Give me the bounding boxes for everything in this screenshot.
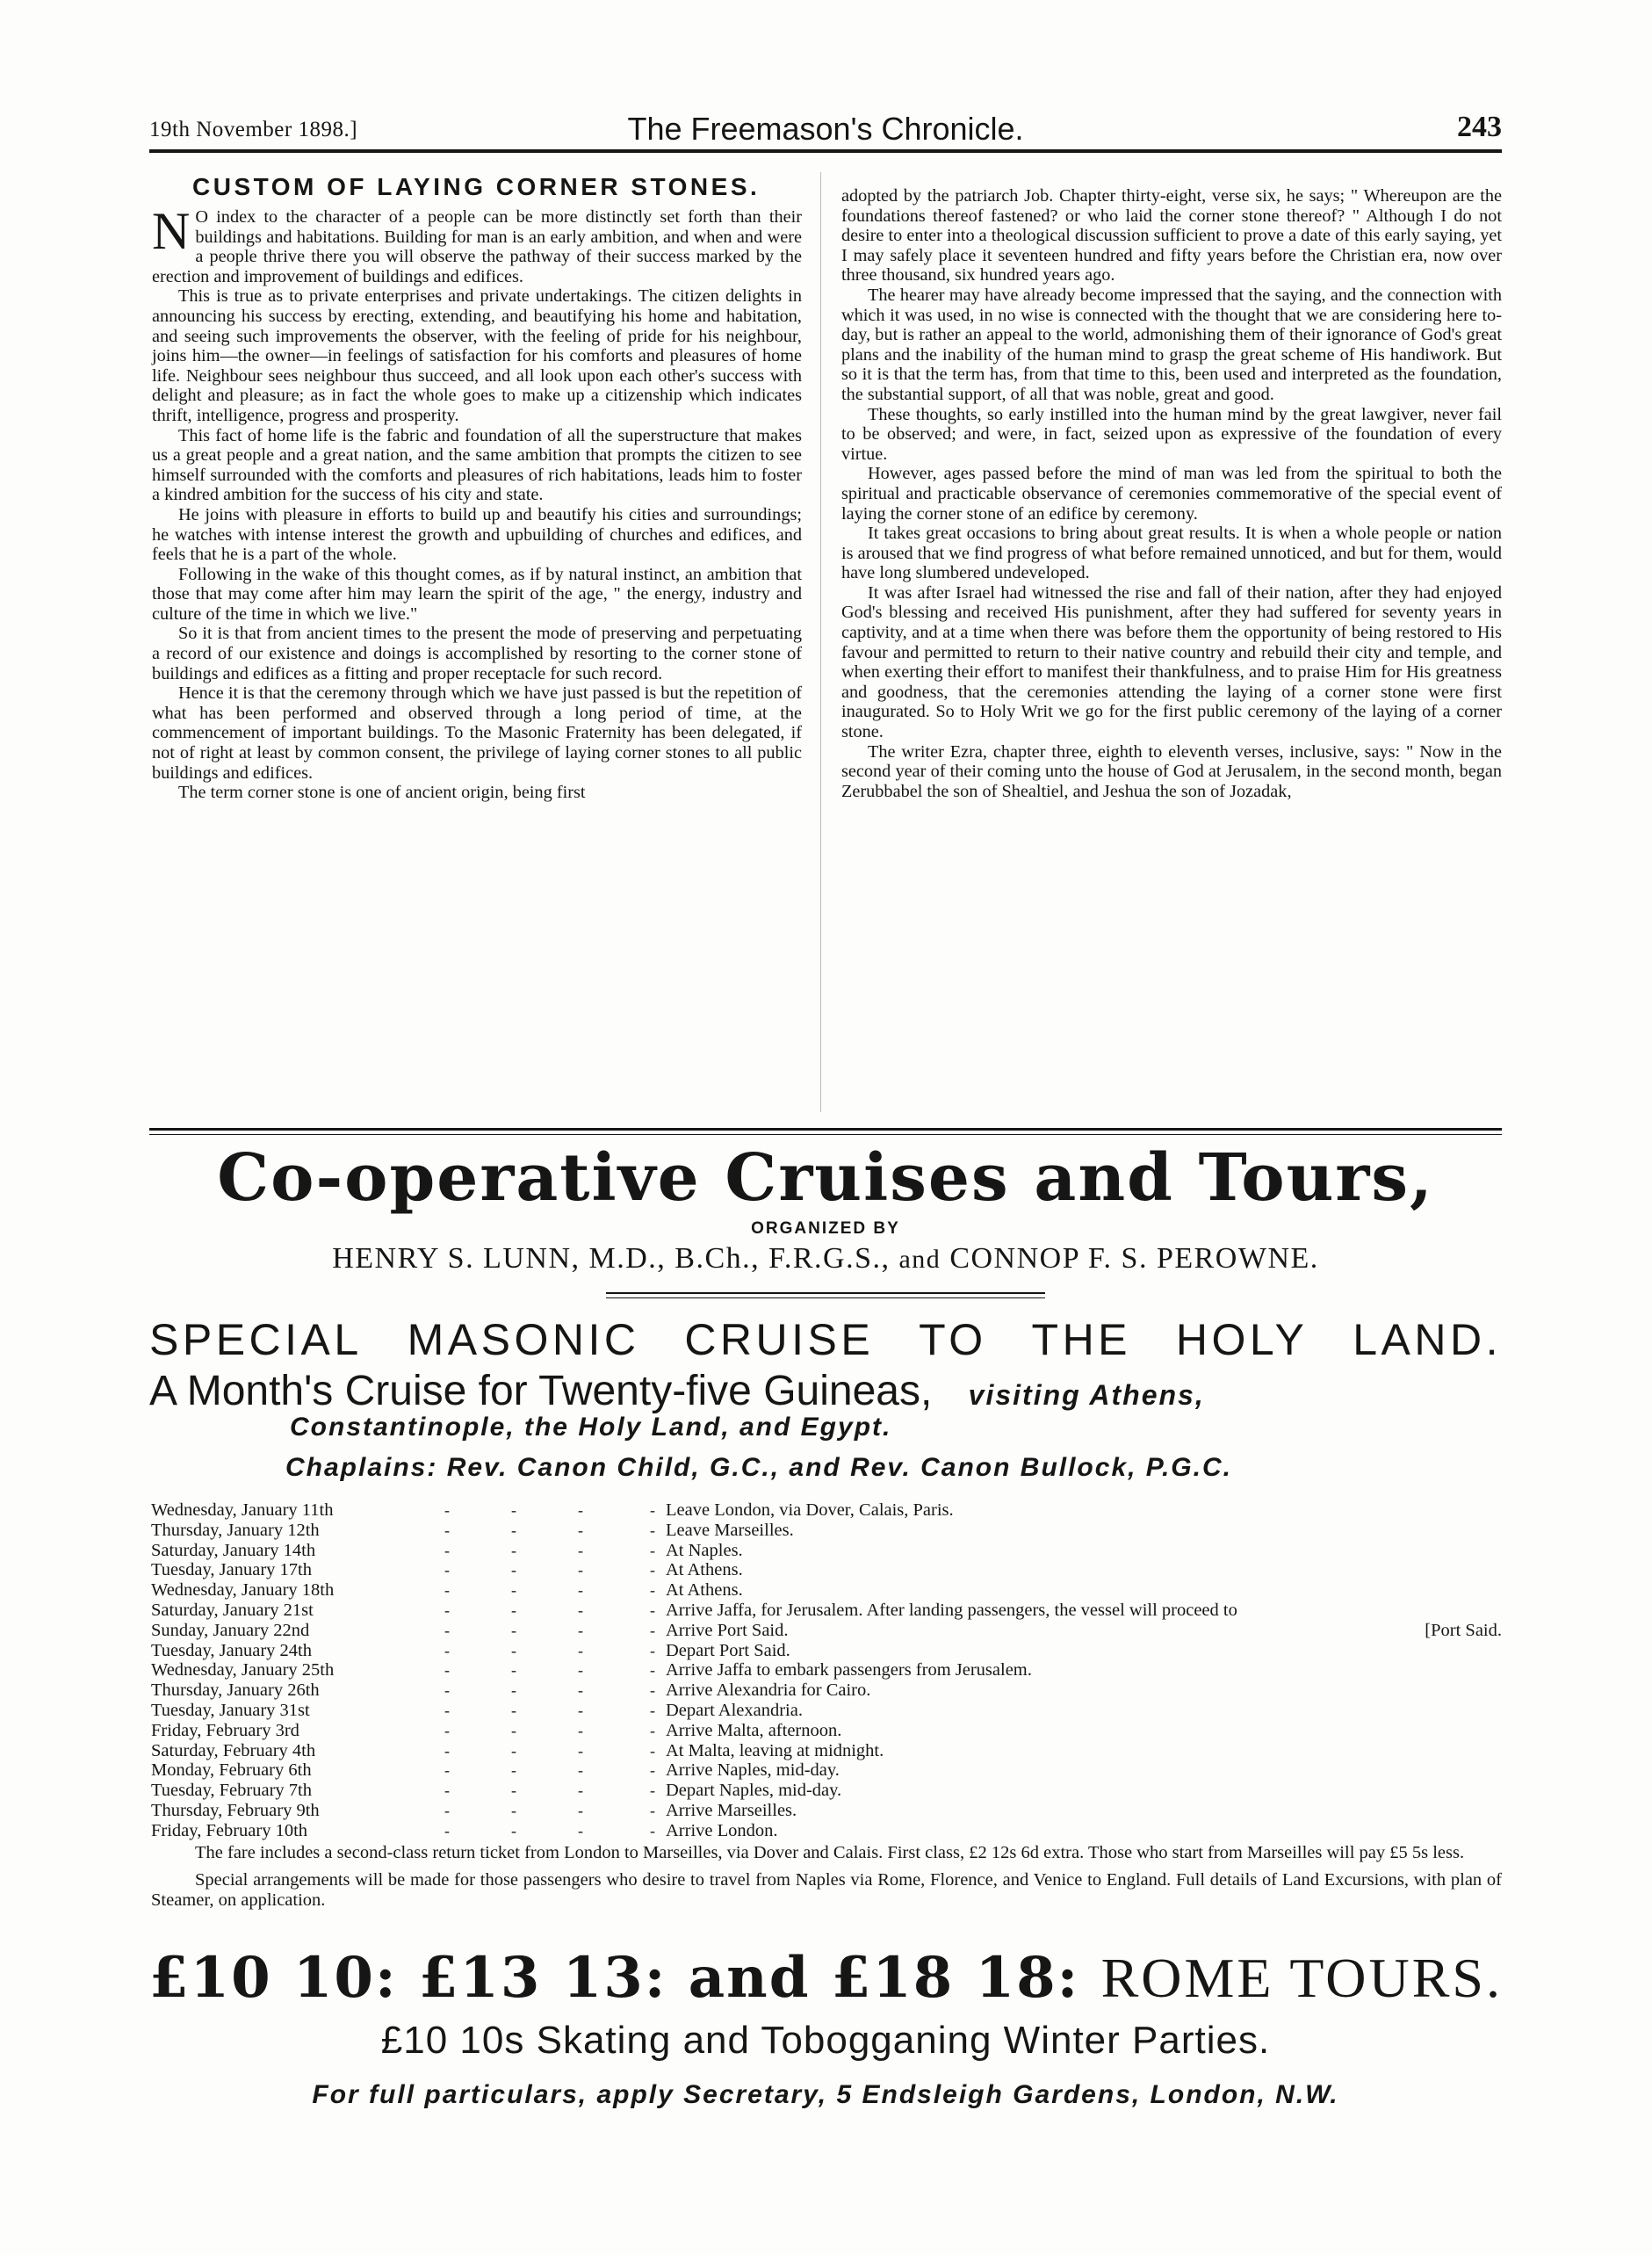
schedule-description: Leave Marseilles. (666, 1520, 794, 1540)
leader-dash: - (511, 1641, 516, 1659)
leader-dash: - (578, 1581, 583, 1600)
schedule-date: Saturday, January 21st (151, 1600, 314, 1620)
leader-dash: - (650, 1761, 655, 1780)
advert-top-rule (149, 1128, 1502, 1131)
schedule-row (151, 1741, 1502, 1761)
schedule-row (151, 1660, 1502, 1680)
leader-dash: - (650, 1601, 655, 1619)
leader-dash: - (511, 1661, 516, 1680)
leader-dash: - (650, 1501, 655, 1519)
leader-dash: - (511, 1601, 516, 1619)
schedule-row (151, 1701, 1502, 1721)
leader-dash: - (578, 1501, 583, 1519)
leader-dash: - (578, 1601, 583, 1619)
leader-dash: - (650, 1661, 655, 1680)
heading-word: TO (919, 1315, 987, 1364)
article-paragraph: This is true as to private enterprises and private undertakings. The citizen delights in announcing his success by erecting, extending, and beautifying his home and habitation, and seeing such improvements the observer, with the feeling of pride for his neighbour, joins him—the owner—in feelings of satisfaction for his comforts and pleasures of home life. Neighbour sees neighbour thus succeed, and all look upon each other's success with delight and pleasure; as in fact the whole goes to make up a citizenship which indicates thrift, intelligence, progress and prosperity. (152, 286, 802, 425)
schedule-description: Arrive Jaffa to embark passengers from Jerusalem. (666, 1660, 1032, 1680)
schedule-description: At Athens. (666, 1580, 743, 1601)
publication-title: The Freemason's Chronicle. (627, 111, 1024, 147)
schedule-date: Saturday, January 14th (151, 1540, 316, 1560)
schedule-date: Monday, February 6th (151, 1760, 312, 1781)
article-paragraph: N O index to the character of a people can be more distinctly set forth than their buildings and habitations. Building for man is an early ambition, and when and were a people thrive there you will observe the pathway of their success marked by the erection and improvement of buildings and edifices. (152, 202, 802, 286)
advert-headline: Co-operative Cruises and Tours, (217, 1140, 1434, 1216)
leader-dash: - (650, 1561, 655, 1579)
schedule-date: Tuesday, January 24th (151, 1640, 312, 1660)
schedule-row (151, 1560, 1502, 1580)
article-paragraph: These thoughts, so early instilled into the human mind by the great lawgiver, never fail to be observed; and were, in fact, seized upon as expressive of the foundation of every virtue. (841, 404, 1502, 464)
schedule-date: Tuesday, January 31st (151, 1700, 310, 1720)
leader-dash: - (444, 1821, 450, 1839)
page-header (149, 107, 1502, 151)
leader-dash: - (578, 1721, 583, 1739)
article-paragraph: This fact of home life is the fabric and foundation of all the superstructure that makes us a great people and a great nation, and the same ambition that prompts the citizen to see himself surrounded with the comforts and pleasures of rich habitations, leads him to foster a kindred ambition for the success of his city and state. (152, 425, 802, 505)
article-paragraph: The term corner stone is one of ancient origin, being first (178, 783, 586, 803)
schedule-row (151, 1601, 1502, 1621)
schedule-row (151, 1541, 1502, 1561)
leader-dash: - (650, 1541, 655, 1559)
advert-notes (151, 1843, 1502, 1917)
leader-dash: - (444, 1782, 450, 1800)
leader-dash: - (444, 1721, 450, 1739)
heading-word: LAND. (1353, 1315, 1502, 1364)
schedule-date: Thursday, January 26th (151, 1680, 320, 1701)
schedule-date: Wednesday, January 11th (151, 1500, 334, 1520)
schedule-date: Wednesday, January 18th (151, 1580, 335, 1601)
leader-dash: - (578, 1621, 583, 1639)
schedule-row (151, 1500, 1502, 1521)
leader-dash: - (511, 1701, 516, 1719)
leader-dash: - (578, 1541, 583, 1559)
leader-dash: - (444, 1681, 450, 1700)
leader-dash: - (511, 1581, 516, 1600)
leader-dash: - (444, 1601, 450, 1619)
leader-dash: - (444, 1661, 450, 1680)
leader-dash: - (511, 1721, 516, 1739)
rome-tour-prices: £10 10: £13 13: and £18 18: (149, 1945, 1080, 2011)
schedule-description: Arrive London. (666, 1820, 778, 1840)
organized-by-label: ORGANIZED BY (751, 1219, 900, 1238)
leader-dash: - (444, 1581, 450, 1600)
leader-dash: - (511, 1621, 516, 1639)
schedule-description: Depart Alexandria. (666, 1700, 803, 1720)
schedule-continuation: [Port Said. (1425, 1620, 1502, 1640)
special-arrangements-note: Special arrangements will be made for those passengers who desire to travel from Naples via Rome, Florence, and Venice to England. Full details of Land Excursions, with plan of Steamer, on application. (151, 1869, 1502, 1910)
leader-dash: - (511, 1681, 516, 1700)
leader-dash: - (578, 1701, 583, 1719)
organizer-lunn: HENRY S. LUNN, M.D., B.Ch., F.R.G.S., (332, 1242, 891, 1275)
leader-dash: - (444, 1741, 450, 1760)
schedule-date: Thursday, February 9th (151, 1800, 320, 1820)
schedule-date: Wednesday, January 25th (151, 1660, 335, 1680)
leader-dash: - (511, 1761, 516, 1780)
article-paragraph: It was after Israel had witnessed the rise and fall of their nation, after they had enjoyed God's blessing and received His punishment, after they had suffered for seventy years in captivity, and at a time when there was before them the opportunity of being restored to His favour and permitted to return to their native country and rebuild their city and temple, and when exerting their effort to manifest their thankfulness, and to praise Him for His greatness and goodness, that the ceremonies attending the laying of a corner stone were first inaugurated. So to Holy Writ we go for the first public ceremony of the laying of a corner stone. (841, 582, 1502, 742)
heading-word: SPECIAL (149, 1315, 363, 1364)
rome-tours-label: ROME TOURS. (1100, 1947, 1503, 2009)
article-column-left (152, 172, 802, 803)
leader-dash: - (578, 1801, 583, 1819)
itinerary-schedule (151, 1500, 1502, 1841)
month-cruise-line (149, 1367, 1502, 1415)
leader-dash: - (578, 1521, 583, 1539)
schedule-row (151, 1801, 1502, 1821)
skating-parties-line: £10 10s Skating and Tobogganing Winter Parties. (380, 2019, 1271, 2062)
schedule-date: Saturday, February 4th (151, 1740, 316, 1760)
leader-dash: - (444, 1521, 450, 1539)
schedule-row (151, 1680, 1502, 1701)
heading-word: THE (1031, 1315, 1132, 1364)
leader-dash: - (578, 1641, 583, 1659)
organizer-names (149, 1242, 1502, 1276)
leader-dash: - (444, 1501, 450, 1519)
apply-secretary-line: For full particulars, apply Secretary, 5 Endsleigh Gardens, London, N.W. (312, 2080, 1339, 2109)
schedule-date: Tuesday, February 7th (151, 1781, 312, 1801)
heading-word: HOLY (1175, 1315, 1309, 1364)
column-divider (820, 172, 821, 1112)
leader-dash: - (650, 1721, 655, 1739)
schedule-date: Friday, February 10th (151, 1820, 308, 1840)
schedule-description: Arrive Port Said. (666, 1620, 789, 1640)
schedule-row (151, 1721, 1502, 1741)
leader-dash: - (511, 1741, 516, 1760)
leader-dash: - (444, 1561, 450, 1579)
rome-tours-line (149, 1945, 1502, 2011)
schedule-description: Arrive Jaffa, for Jerusalem. After landing passengers, the vessel will proceed to (666, 1600, 1237, 1620)
leader-dash: - (578, 1821, 583, 1839)
leader-dash: - (444, 1541, 450, 1559)
organizer-perowne: CONNOP F. S. PEROWNE. (949, 1242, 1319, 1275)
schedule-description: Arrive Naples, mid-day. (666, 1760, 840, 1781)
schedule-description: Leave London, via Dover, Calais, Paris. (666, 1500, 954, 1520)
leader-dash: - (511, 1561, 516, 1579)
organizer-and: and (898, 1245, 941, 1274)
leader-dash: - (578, 1681, 583, 1700)
destinations-line: Constantinople, the Holy Land, and Egypt. (290, 1413, 892, 1442)
article-paragraph: Following in the wake of this thought comes, as if by natural instinct, an ambition that those that may come after him may learn the spirit of the age, " the energy, industry and culture of the time in which we live." (152, 564, 802, 624)
leader-dash: - (444, 1701, 450, 1719)
chaplains-line: Chaplains: Rev. Canon Child, G.C., and Rev. Canon Bullock, P.G.C. (285, 1453, 1232, 1482)
leader-dash: - (650, 1581, 655, 1600)
leader-dash: - (650, 1801, 655, 1819)
schedule-description: Depart Port Said. (666, 1640, 790, 1660)
schedule-description: Depart Naples, mid-day. (666, 1781, 842, 1801)
visiting-text: visiting Athens, (968, 1379, 1205, 1411)
leader-dash: - (578, 1782, 583, 1800)
article-paragraph: However, ages passed before the mind of man was led from the spiritual to both the spiritual and practicable observance of ceremonies commemorative of the special event of laying the corner stone of an edifice by ceremony. (841, 464, 1502, 524)
leader-dash: - (578, 1561, 583, 1579)
schedule-description: Arrive Alexandria for Cairo. (666, 1680, 871, 1701)
leader-dash: - (650, 1741, 655, 1760)
leader-dash: - (578, 1761, 583, 1780)
schedule-date: Sunday, January 22nd (151, 1620, 310, 1640)
article-paragraph: He joins with pleasure in efforts to build up and beautify his cities and surroundings; he watches with intense interest the growth and upbuilding of churches and edifices, and feels that he is a part of the whole. (152, 504, 802, 565)
schedule-row (151, 1641, 1502, 1661)
leader-dash: - (511, 1801, 516, 1819)
leader-dash: - (511, 1782, 516, 1800)
leader-dash: - (444, 1641, 450, 1659)
article-paragraph: adopted by the patriarch Job. Chapter thirty-eight, verse six, he says; " Whereupon are the foundations thereof fastened? or who laid the corner stone thereof? " Although I do not desire to enter into a theological discussion sufficient to prove a date of this early saying, yet I may safely place it seventeen hundred and fifty years before the Christian era, now over three thousand, six hundred years ago. (841, 186, 1502, 285)
article-column-right (841, 186, 1502, 801)
leader-dash: - (650, 1782, 655, 1800)
advert-top-rule-thin (149, 1134, 1502, 1135)
schedule-row (151, 1521, 1502, 1541)
leader-dash: - (650, 1701, 655, 1719)
leader-dash: - (650, 1521, 655, 1539)
header-rule (149, 149, 1502, 153)
schedule-date: Tuesday, January 17th (151, 1560, 312, 1580)
month-cruise-price: A Month's Cruise for Twenty-five Guineas, (149, 1368, 933, 1414)
leader-dash: - (511, 1541, 516, 1559)
article-paragraph: Hence it is that the ceremony through which we have just passed is but the repetition of what has been performed and observed through a long period of time, at the commencement of important buildings. To the Masonic Fraternity has been delegated, if not of right at least by common consent, the privilege of laying corner stones to all public buildings and edifices. (152, 683, 802, 783)
schedule-date: Thursday, January 12th (151, 1520, 320, 1540)
article-paragraph: It takes great occasions to bring about great results. It is when a whole people or nation is aroused that we find progress of what before remained unnoticed, and but for them, would have long slumbered undeveloped. (841, 524, 1502, 583)
page-number: 243 (1457, 111, 1502, 143)
schedule-description: Arrive Malta, afternoon. (666, 1720, 842, 1740)
leader-dash: - (511, 1521, 516, 1539)
schedule-row (151, 1781, 1502, 1801)
advert-separator (606, 1292, 1045, 1294)
leader-dash: - (511, 1821, 516, 1839)
drop-cap: N (152, 202, 191, 260)
issue-date: 19th November 1898.] (149, 118, 358, 141)
schedule-date: Friday, February 3rd (151, 1720, 299, 1740)
leader-dash: - (578, 1661, 583, 1680)
leader-dash: - (444, 1801, 450, 1819)
schedule-row (151, 1821, 1502, 1841)
advert-separator-thin (606, 1297, 1045, 1298)
leader-dash: - (578, 1741, 583, 1760)
fare-note: The fare includes a second-class return ticket from London to Marseilles, via Dover and Calais. First class, £2 12s 6d extra. Those who start from Marseilles will pay £5 5s less. (195, 1843, 1465, 1862)
article-title: CUSTOM OF LAYING CORNER STONES. (192, 173, 761, 200)
schedule-description: At Athens. (666, 1560, 743, 1580)
leader-dash: - (650, 1681, 655, 1700)
leader-dash: - (444, 1761, 450, 1780)
leader-dash: - (444, 1621, 450, 1639)
article-paragraph: The writer Ezra, chapter three, eighth to eleventh verses, inclusive, says: " Now in the second year of their coming unto the house of God at Jerusalem, in the second month, began Zerubbabel the son of Shealtiel, and Jeshua the son of Jozadak, (841, 741, 1502, 801)
heading-word: CRUISE (684, 1315, 875, 1364)
schedule-description: At Naples. (666, 1540, 743, 1560)
leader-dash: - (650, 1641, 655, 1659)
special-cruise-heading (149, 1314, 1502, 1365)
schedule-row (151, 1621, 1502, 1641)
schedule-description: At Malta, leaving at midnight. (666, 1740, 884, 1760)
leader-dash: - (650, 1621, 655, 1639)
article-paragraph: So it is that from ancient times to the present the mode of preserving and perpetuating a record of our existence and doings is accomplished by resorting to the corner stone of buildings and edifices as a fitting and proper receptacle for such record. (152, 624, 802, 683)
schedule-row (151, 1580, 1502, 1601)
schedule-description: Arrive Marseilles. (666, 1800, 797, 1820)
schedule-row (151, 1760, 1502, 1781)
leader-dash: - (650, 1821, 655, 1839)
leader-dash: - (511, 1501, 516, 1519)
heading-word: MASONIC (407, 1315, 640, 1364)
article-paragraph: The hearer may have already become impressed that the saying, and the connection with which it was used, in no wise is connected with the thought that we are considering here to-day, but is rather an appeal to the world, admonishing them of their ignorance of God's great plans and the inability of the human mind to grasp the great scheme of His handiwork. But so it is that the term has, from that time to this, been used and interpreted as the foundation, the substantial support, of all that was noble, great and good. (841, 285, 1502, 404)
